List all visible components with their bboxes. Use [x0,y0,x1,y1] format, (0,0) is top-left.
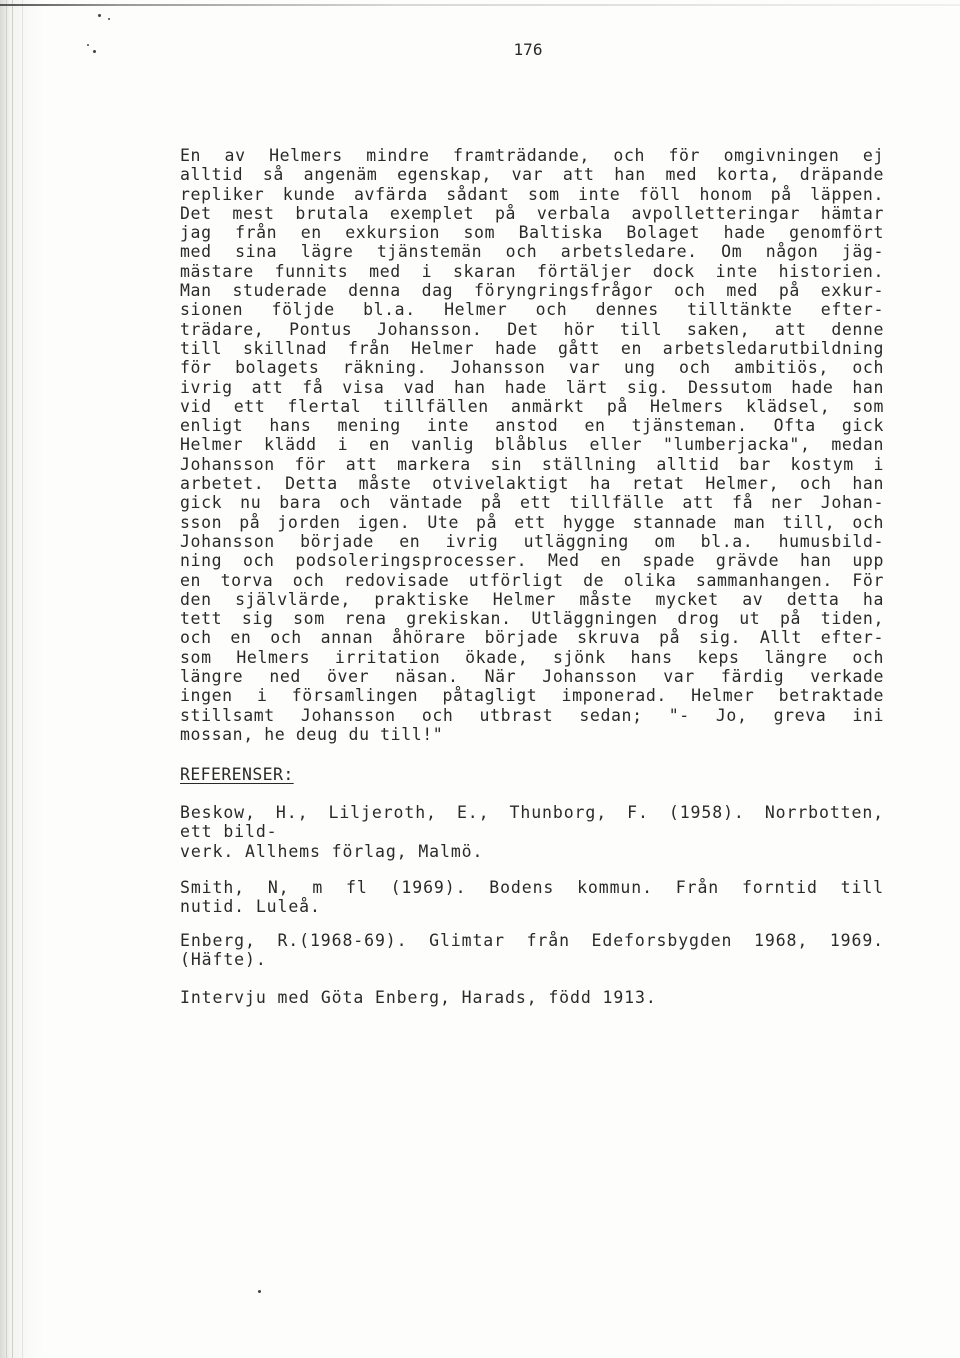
reference-line: nutid. Luleå. [180,897,321,917]
body-line: och en och annan åhörare började skruva på sig. Allt efter- [180,628,884,648]
reference-entry [180,988,886,1007]
reference-entry [180,803,886,861]
body-line: En av Helmers mindre framträdande, och för omgivningen ej [180,146,884,165]
scan-speck [108,18,110,20]
body-line: trädare, Pontus Johansson. Det hör till saken, att denne [180,319,884,339]
body-line: för bolagets räkning. Johansson var ung och ambitiös, och [180,358,884,378]
reference-line: verk. Allhems förlag, Malmö. [180,841,484,861]
body-line: en torva och redovisade utförligt de olika sammanhangen. För [180,570,884,590]
body-line: mossan, he deug du till!" [180,724,444,744]
body-line: stillsamt Johansson och utbrast sedan; "- Jo, greva ini [180,705,884,725]
reference-entry [180,878,886,917]
binding-line [6,0,7,1358]
reference-line: ett bild- [180,822,278,842]
body-line: gick nu bara och väntade på ett tillfälle att få ner Johan- [180,493,884,513]
body-line: Johansson började en ivrig utläggning om bl.a. humusbild- [180,531,884,551]
body-line: mästare funnits med i skaran förtäljer dock inte historien. [180,261,884,281]
body-line: sionen följde bl.a. Helmer och dennes tilltänkte efter- [180,300,884,320]
body-line: till skillnad från Helmer hade gått en arbetsledarutbildning [180,338,884,358]
scan-speck [98,14,101,17]
body-line: repliker kunde avfärda sådant som inte föll honom på läppen. [180,184,884,204]
body-line: Helmer klädd i en vanlig blåblus eller "lumberjacka", medan [180,435,884,455]
reference-entry [180,931,886,970]
body-line: Det mest brutala exemplet på verbala avpolletteringar hämtar [180,203,884,223]
reference-line: Intervju med Göta Enberg, Harads, född 1913. [180,988,657,1007]
reference-line: (Häfte). [180,950,267,970]
body-paragraph [180,146,890,744]
body-line: vid ett flertal tillfällen anmärkt på Helmers klädsel, som [180,396,884,416]
body-line: som Helmers irritation ökade, sjönk hans keps längre och [180,647,884,667]
reference-line: Smith, N, m fl (1969). Bodens kommun. Från forntid till [180,878,884,897]
binding-line [12,0,13,1358]
body-line: ingen i församlingen påtagligt imponerad. Helmer betraktade [180,686,884,706]
body-line: tett sig som rena grekiskan. Utläggningen drog ut på tiden, [180,609,884,629]
body-line: ivrig att få visa vad han hade lärt sig. Dessutom hade han [180,377,884,397]
body-line: enligt hans mening inte anstod en tjänsteman. Ofta gick [180,416,884,436]
body-line: längre ned över näsan. När Johansson var färdig verkade [180,667,884,687]
reference-line: Enberg, R.(1968-69). Glimtar från Edeforsbygden 1968, 1969. [180,931,884,950]
top-scan-edge [0,4,960,6]
body-line: med sina lägre tjänstemän och arbetsledare. Om någon jäg- [180,242,884,262]
page-number: 176 [513,40,543,59]
body-line: Johansson för att markera sin ställning alltid bar kostym i [180,454,884,474]
binding-line [22,0,23,1358]
body-line: jag från en exkursion som Baltiska Bolaget hade genomfört [180,223,884,243]
scan-speck [258,1290,261,1293]
body-line: den självlärde, praktiske Helmer måste mycket av detta ha [180,589,884,609]
body-line: ning och podsoleringsprocesser. Med en spade grävde han upp [180,551,884,571]
body-line: sson på jorden igen. Ute på ett hygge stannade man till, och [180,512,884,532]
body-line: alltid så angenäm egenskap, var att han med korta, dräpande [180,165,884,185]
body-line: Man studerade denna dag föryngringsfrågor och med på exkur- [180,281,884,301]
reference-line: Beskow, H., Liljeroth, E., Thunborg, F. (1958). Norrbotten, [180,803,884,822]
body-line: arbetet. Detta måste otvivelaktigt ha retat Helmer, och han [180,474,884,494]
references-heading: REFERENSER: [180,765,294,784]
